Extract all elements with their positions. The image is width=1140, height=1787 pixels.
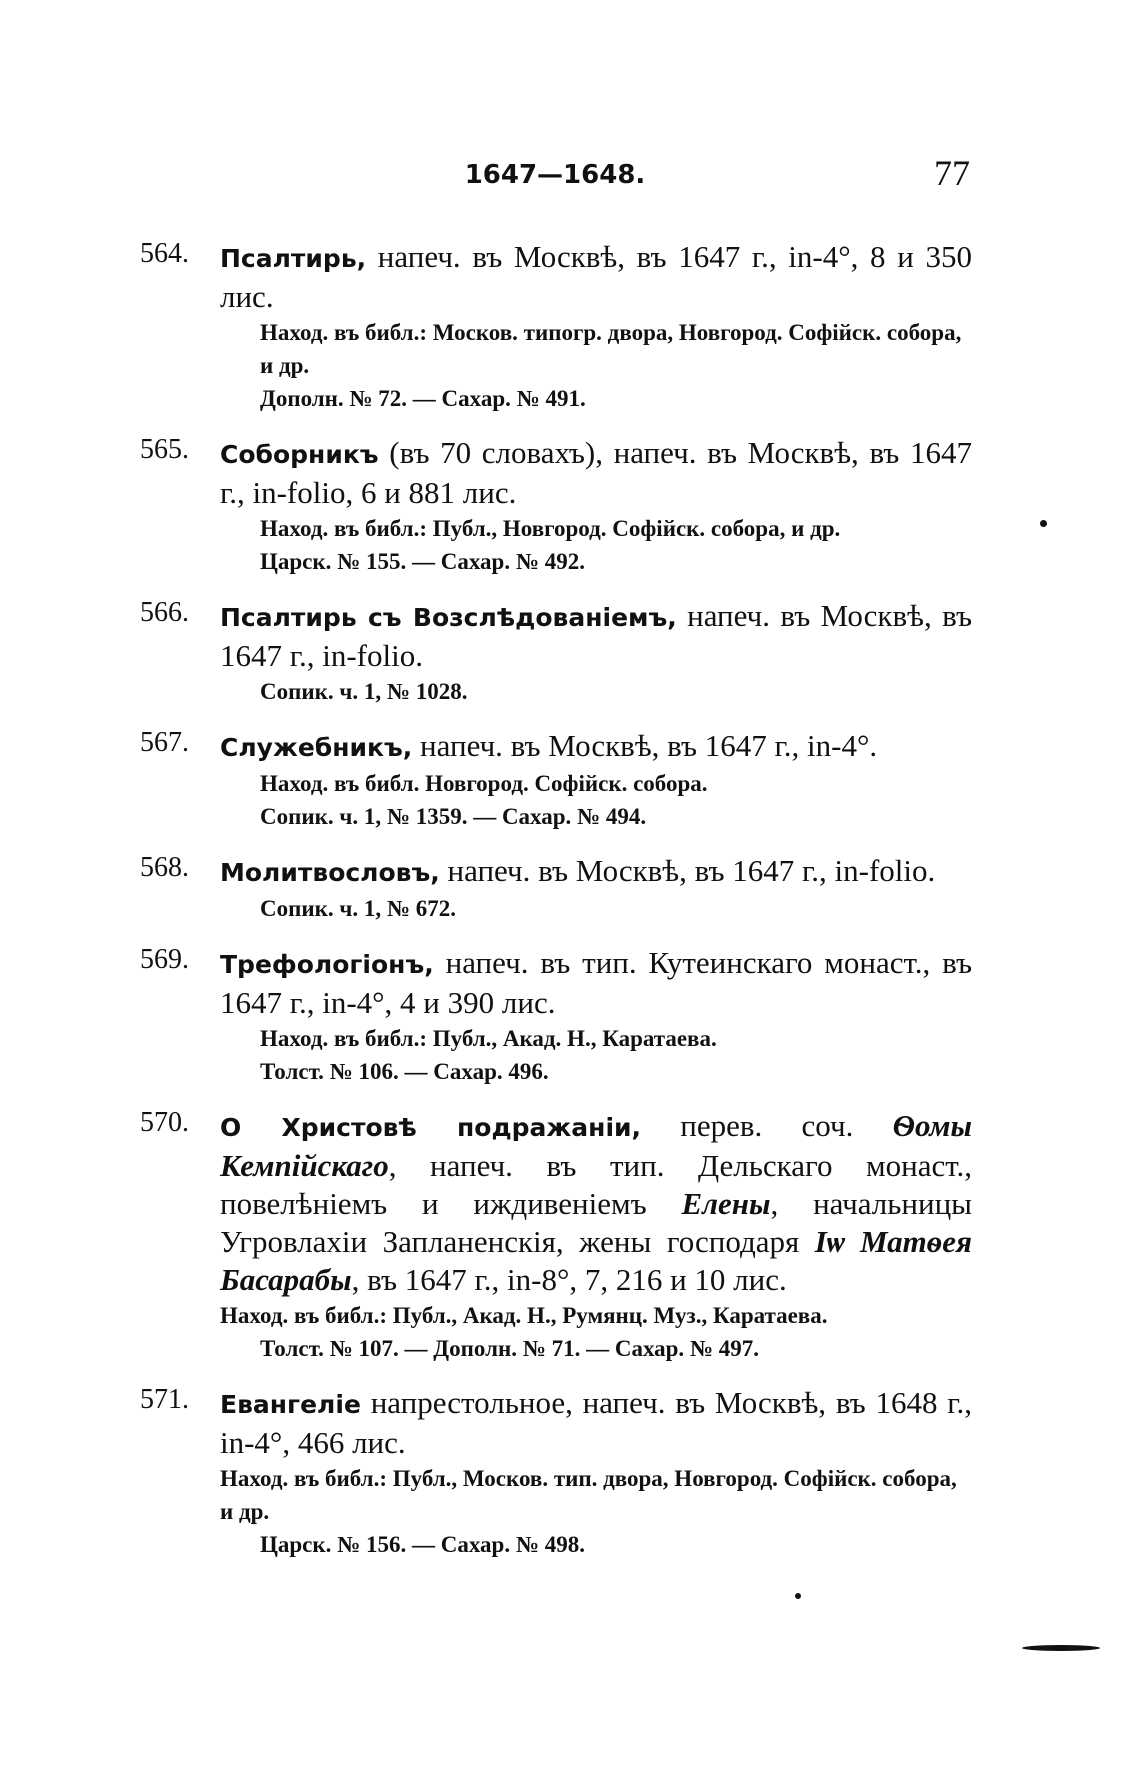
entry-list — [140, 238, 972, 1580]
entry-description: перев. соч. — [641, 1108, 893, 1143]
entry-note: Царск. № 156. — Сахар. № 498. — [260, 1532, 585, 1557]
entry-text — [220, 1384, 972, 1462]
entry-description: напрестольное, напеч. въ Москвѣ, въ 1648 г., in-4°, 466 лис. — [220, 1385, 972, 1460]
entry-number: 567. — [140, 727, 189, 758]
entry-description: напеч. въ Москвѣ, въ 1647 г., in-4°. — [412, 728, 878, 763]
entry-566 — [140, 597, 972, 708]
entry-title: Псалтирь съ Возслѣдованіемъ, — [220, 603, 677, 632]
entry-570 — [140, 1107, 972, 1365]
entry-text — [220, 597, 972, 675]
entry-564 — [140, 238, 972, 415]
entry-text — [220, 238, 972, 316]
entry-565 — [140, 434, 972, 578]
entry-text — [220, 944, 972, 1022]
ink-speck — [1040, 520, 1047, 527]
header-years: 1647—1648. — [464, 160, 646, 190]
entry-number: 564. — [140, 238, 189, 269]
entry-note: Сопик. ч. 1, № 1359. — Сахар. № 494. — [260, 804, 647, 829]
entry-title: Молитвословъ, — [220, 858, 440, 887]
entry-description: напеч. въ Москвѣ, въ 1647 г., in-folio. — [439, 853, 936, 888]
entry-note: Толст. № 107. — Дополн. № 71. — Сахар. № 497. — [260, 1336, 760, 1361]
entry-568 — [140, 852, 972, 925]
entry-number: 569. — [140, 944, 189, 975]
entry-text — [220, 434, 972, 512]
entry-number: 571. — [140, 1384, 189, 1415]
page-number: 77 — [934, 153, 970, 193]
ruler-name: Іѡ Матѳея Басарабы — [220, 1224, 972, 1297]
entry-571 — [140, 1384, 972, 1561]
entry-note: Толст. № 106. — Сахар. 496. — [260, 1059, 549, 1084]
entry-title: Евангеліе — [220, 1390, 361, 1419]
entry-567 — [140, 727, 972, 833]
ink-speck — [795, 1593, 801, 1599]
entry-title: Соборникъ — [220, 440, 379, 469]
entry-number: 568. — [140, 852, 189, 883]
entry-note: Наход. въ библ.: Москов. типогр. двора, Новгород. Софійск. собора, и др. — [260, 320, 962, 378]
entry-note: Наход. въ библ.: Публ., Акад. Н., Каратаева. — [260, 1026, 717, 1051]
entry-note: Наход. въ библ.: Публ., Акад. Н., Румянц. Муз., Каратаева. — [220, 1303, 828, 1328]
entry-description: напеч. въ тип. Кутеинскаго монаст., въ 1647 г., in-4°, 4 и 390 лис. — [220, 945, 972, 1020]
entry-description: (въ 70 словахъ), напеч. въ Москвѣ, въ 1647 г., in-folio, 6 и 881 лис. — [220, 435, 972, 510]
patron-name: Елены — [681, 1186, 771, 1221]
entry-number: 570. — [140, 1107, 189, 1138]
entry-note: Царск. № 155. — Сахар. № 492. — [260, 549, 585, 574]
entry-description: , начальницы Угровлахіи Запланенскія, жены господаря — [220, 1186, 973, 1259]
entry-title: Трефологіонъ, — [220, 950, 434, 979]
running-head — [140, 152, 970, 196]
entry-number: 565. — [140, 434, 189, 465]
entry-note: Наход. въ библ.: Публ., Москов. тип. двора, Новгород. Софійск. собора, и др. — [220, 1466, 957, 1524]
entry-description: напеч. въ Москвѣ, въ 1647 г., in-folio. — [220, 598, 972, 673]
entry-note: Сопик. ч. 1, № 1028. — [260, 679, 468, 704]
entry-note: Дополн. № 72. — Сахар. № 491. — [260, 386, 586, 411]
ink-smudge — [1022, 1645, 1100, 1651]
entry-text — [220, 727, 972, 767]
entry-note: Наход. въ библ. Новгород. Софійск. собора. — [260, 771, 708, 796]
entry-description: напеч. въ Москвѣ, въ 1647 г., in-4°, 8 и 350 лис. — [220, 239, 972, 314]
entry-note: Сопик. ч. 1, № 672. — [260, 896, 456, 921]
entry-description: , напеч. въ тип. Дельскаго монаст., повелѣніемъ и иждивеніемъ — [220, 1148, 972, 1221]
entry-title: Псалтирь, — [220, 244, 367, 273]
entry-569 — [140, 944, 972, 1088]
entry-title: Служебникъ, — [220, 733, 413, 762]
entry-note: Наход. въ библ.: Публ., Новгород. Софійск. собора, и др. — [260, 516, 841, 541]
entry-description: , въ 1647 г., in-8°, 7, 216 и 10 лис. — [351, 1262, 787, 1297]
entry-title: О Христовѣ подражаніи, — [220, 1113, 642, 1142]
entry-number: 566. — [140, 597, 189, 628]
author-name: Ѳомы Кемпійскаго — [220, 1108, 973, 1183]
entry-text — [220, 852, 972, 892]
entry-text — [220, 1107, 972, 1299]
